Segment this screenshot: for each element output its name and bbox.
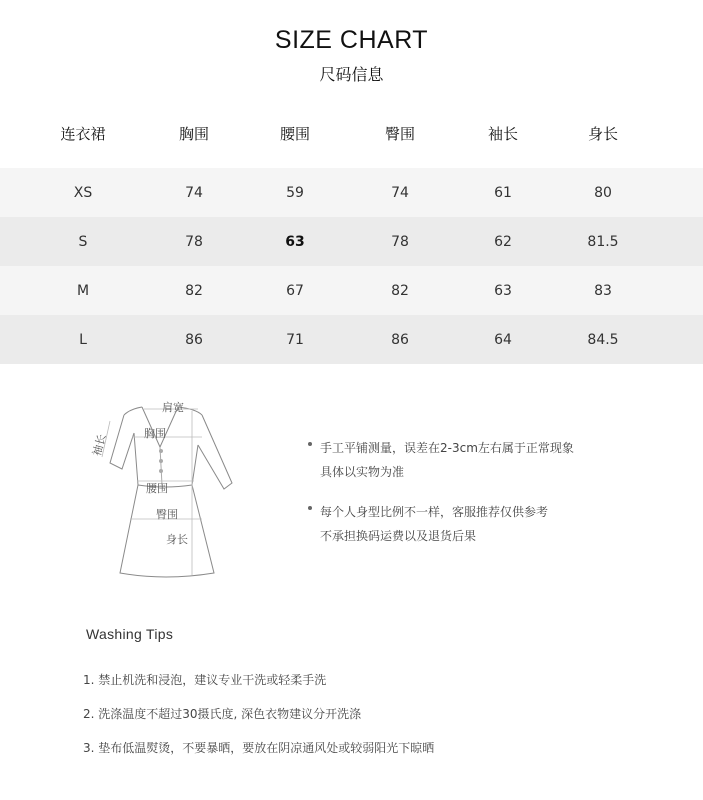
header-cell: 身长 <box>587 124 619 143</box>
note-line: 手工平铺测量，误差在2-3cm左右属于正常现象 <box>320 441 574 455</box>
washing-tips-list <box>83 668 434 770</box>
table-row <box>0 217 703 266</box>
table-cell: 86 <box>185 331 203 348</box>
chest-label: 胸围 <box>144 427 166 440</box>
table-cell: 63 <box>494 282 512 299</box>
header-cell: 臀围 <box>384 124 416 143</box>
table-cell: 81.5 <box>587 233 619 250</box>
size-table <box>0 110 703 364</box>
sleeve-label: 袖长 <box>90 432 109 458</box>
hip-label: 臀围 <box>156 508 178 521</box>
length-label: 身长 <box>166 533 188 546</box>
table-row <box>0 266 703 315</box>
table-cell: 82 <box>391 282 409 299</box>
table-cell: M <box>76 282 90 299</box>
table-cell: 74 <box>391 184 409 201</box>
table-row <box>0 315 703 364</box>
measurement-notes <box>308 436 574 564</box>
note-line: 不承担换码运费以及退货后果 <box>320 529 477 543</box>
header-cell: 连衣裙 <box>60 124 106 143</box>
table-cell: 80 <box>594 184 612 201</box>
bullet-icon <box>308 442 312 446</box>
chart-subtitle: 尺码信息 <box>319 65 384 84</box>
table-cell: 84.5 <box>587 331 619 348</box>
dress-outline-icon <box>80 385 260 585</box>
table-cell: 64 <box>494 331 512 348</box>
table-cell: 59 <box>286 184 304 201</box>
table-cell: 83 <box>594 282 612 299</box>
table-cell: 86 <box>391 331 409 348</box>
table-header-row <box>0 110 703 156</box>
chart-title: SIZE CHART <box>274 26 429 54</box>
washing-tips-title: Washing Tips <box>86 626 174 642</box>
table-cell: 63 <box>285 233 305 250</box>
note-item <box>308 500 574 548</box>
table-cell: 74 <box>185 184 203 201</box>
table-cell: 61 <box>494 184 512 201</box>
bullet-icon <box>308 506 312 510</box>
table-cell: 67 <box>286 282 304 299</box>
dress-measurement-diagram <box>80 385 260 585</box>
table-cell: 82 <box>185 282 203 299</box>
note-item <box>308 436 574 484</box>
washing-tip: 2. 洗涤温度不超过30摄氏度, 深色衣物建议分开洗涤 <box>83 707 362 721</box>
header-cell: 胸围 <box>178 124 210 143</box>
note-line: 每个人身型比例不一样，客服推荐仅供参考 <box>320 505 549 519</box>
table-cell: L <box>79 331 87 348</box>
table-cell: 78 <box>391 233 409 250</box>
note-line: 具体以实物为准 <box>320 465 405 479</box>
table-cell: S <box>78 233 88 250</box>
table-cell: 62 <box>494 233 512 250</box>
table-cell: 78 <box>185 233 203 250</box>
table-cell: 71 <box>286 331 304 348</box>
washing-tip: 3. 垫布低温熨烫，不要暴晒，要放在阴凉通风处或较弱阳光下晾晒 <box>83 741 435 755</box>
washing-tip: 1. 禁止机洗和浸泡，建议专业干洗或轻柔手洗 <box>83 673 327 687</box>
header-cell: 袖长 <box>487 124 519 143</box>
header-cell: 腰围 <box>279 124 311 143</box>
waist-label: 腰围 <box>146 482 168 495</box>
table-row <box>0 168 703 217</box>
shoulder-label: 肩宽 <box>162 401 184 414</box>
table-cell: XS <box>73 184 93 201</box>
